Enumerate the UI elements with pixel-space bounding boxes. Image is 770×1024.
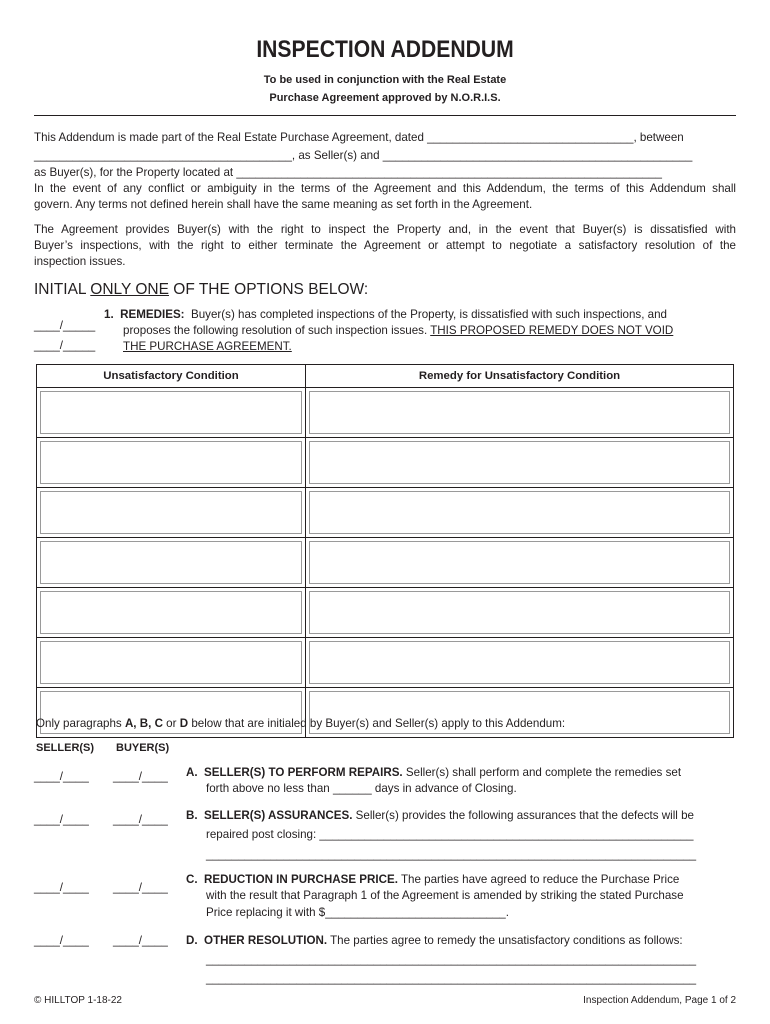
section-c-line-1 [186, 872, 736, 888]
section-d-label: OTHER RESOLUTION. [204, 934, 328, 947]
note-post: below that are initialed by Buyer(s) and Seller(s) apply to this Addendum: [188, 717, 566, 730]
intro-line-5: govern. Any terms not defined herein shall have the same meaning as set forth in the Agreement. [34, 198, 533, 211]
section-d-line-2: ____________________________________________________________________________ [206, 953, 697, 966]
table-row [37, 588, 734, 638]
table-header-row [37, 365, 734, 388]
note-pre: Only paragraphs [36, 717, 125, 730]
section-a-text-1: Seller(s) shall perform and complete the remedies set [402, 766, 682, 779]
remedies-line-1 [104, 307, 736, 323]
table-row [37, 388, 734, 438]
options-heading-pre: INITIAL [34, 281, 91, 298]
intro-line-3: as Buyer(s), for the Property located at __________________________________________________________________ [34, 166, 662, 179]
remedy-cell-input-box[interactable] [309, 641, 730, 684]
condition-cell-input-box[interactable] [40, 541, 302, 584]
section-c-buyer-initials[interactable]: ____/____ [113, 881, 168, 894]
section-d-seller-initials[interactable]: ____/____ [34, 934, 89, 947]
remedy-cell-input-box[interactable] [309, 441, 730, 484]
options-heading-emphasis: ONLY ONE [90, 281, 169, 298]
subtitle-line-2: Purchase Agreement approved by N.O.R.I.S. [269, 92, 501, 104]
section-b-line-1 [186, 808, 736, 824]
intro-line-4: In the event of any conflict or ambiguity in the terms of the Agreement and this Addendum, the terms of this Addendum shall [34, 182, 736, 195]
table-row [37, 538, 734, 588]
remedy-cell[interactable] [306, 388, 734, 438]
note-or: or [162, 717, 180, 730]
conditions-table [36, 364, 734, 738]
note-d: D [179, 717, 189, 730]
condition-cell[interactable] [37, 488, 306, 538]
remedies-initial-2[interactable]: ____/_____ [34, 339, 96, 352]
remedy-cell-input-box[interactable] [309, 591, 730, 634]
header-unsatisfactory-condition: Unsatisfactory Condition [37, 365, 306, 388]
condition-cell-input-box[interactable] [40, 391, 302, 434]
section-d-buyer-initials[interactable]: ____/____ [113, 934, 168, 947]
table-row [37, 638, 734, 688]
remedy-cell-input-box[interactable] [309, 541, 730, 584]
section-b-letter: B. [186, 809, 198, 822]
remedies-line-2 [123, 323, 736, 339]
remedies-warning-1: THIS PROPOSED REMEDY DOES NOT VOID [430, 324, 674, 337]
remedy-cell[interactable] [306, 438, 734, 488]
condition-cell[interactable] [37, 538, 306, 588]
intro-line-8: inspection issues. [34, 255, 126, 268]
remedies-text-1: Buyer(s) has completed inspections of the Property, is dissatisfied with such inspections, and [191, 308, 668, 321]
section-b-seller-initials[interactable]: ____/____ [34, 813, 89, 826]
section-c-line-2: with the result that Paragraph 1 of the Agreement is amended by striking the stated Purchase [206, 889, 684, 902]
section-b-line-2: repaired post closing: __________________________________________________________ [206, 828, 694, 841]
remedies-warning-2: THE PURCHASE AGREEMENT. [123, 340, 292, 353]
subtitle-line-1: To be used in conjunction with the Real Estate [263, 74, 507, 86]
condition-cell-input-box[interactable] [40, 441, 302, 484]
table-row [37, 438, 734, 488]
remedies-text-2: proposes the following resolution of such inspection issues. [123, 324, 431, 337]
remedies-label: REMEDIES: [120, 308, 185, 321]
section-a-label: SELLER(S) TO PERFORM REPAIRS. [204, 766, 403, 779]
section-c-text-1: The parties have agreed to reduce the Purchase Price [397, 873, 680, 886]
condition-cell[interactable] [37, 388, 306, 438]
condition-cell-input-box[interactable] [40, 641, 302, 684]
section-a-letter: A. [186, 766, 198, 779]
intro-line-2: ________________________________________, as Seller(s) and ________________________________________________ [34, 149, 693, 162]
buyer-column-label: BUYER(S) [116, 742, 170, 754]
intro-line-1: This Addendum is made part of the Real Estate Purchase Agreement, dated ________________________________, between [34, 131, 684, 144]
section-a-line-2: forth above no less than ______ days in advance of Closing. [206, 782, 517, 795]
note-abc: A, B, C [124, 717, 163, 730]
section-d-line-1 [186, 933, 736, 949]
section-b-buyer-initials[interactable]: ____/____ [113, 813, 168, 826]
remedy-cell-input-box[interactable] [309, 491, 730, 534]
header-remedy: Remedy for Unsatisfactory Condition [306, 365, 734, 388]
remedies-number: 1. [104, 308, 114, 321]
section-d-line-3: ____________________________________________________________________________ [206, 972, 697, 985]
section-b-text-1: Seller(s) provides the following assurances that the defects will be [352, 809, 694, 822]
remedy-cell[interactable] [306, 638, 734, 688]
options-heading-post: OF THE OPTIONS BELOW: [168, 281, 369, 298]
intro-line-7: Buyer’s inspections, with the right to either terminate the Agreement or attempt to negotiate a satisfactory resolution of the [34, 239, 736, 252]
condition-cell-input-box[interactable] [40, 591, 302, 634]
section-c-letter: C. [186, 873, 198, 886]
condition-cell[interactable] [37, 438, 306, 488]
remedies-line-3 [123, 339, 292, 355]
section-a-buyer-initials[interactable]: ____/____ [113, 770, 168, 783]
footer-page-number: Inspection Addendum, Page 1 of 2 [583, 995, 736, 1006]
remedy-cell[interactable] [306, 588, 734, 638]
section-c-line-3: Price replacing it with $____________________________. [206, 906, 509, 919]
section-d-letter: D. [186, 934, 198, 947]
section-b-label: SELLER(S) ASSURANCES. [204, 809, 353, 822]
remedies-initial-1[interactable]: ____/_____ [34, 319, 96, 332]
paragraphs-note [36, 716, 565, 732]
intro-line-6: The Agreement provides Buyer(s) with the right to inspect the Property and, in the event that Buyer(s) is dissatisfied with [34, 223, 736, 236]
condition-cell-input-box[interactable] [40, 491, 302, 534]
document-title: INSPECTION ADDENDUM [256, 36, 514, 63]
section-a-seller-initials[interactable]: ____/____ [34, 770, 89, 783]
condition-cell[interactable] [37, 588, 306, 638]
section-c-seller-initials[interactable]: ____/____ [34, 881, 89, 894]
remedy-cell[interactable] [306, 488, 734, 538]
remedy-cell[interactable] [306, 538, 734, 588]
seller-column-label: SELLER(S) [36, 742, 95, 754]
header-divider [34, 115, 736, 116]
options-heading [34, 281, 368, 299]
table-row [37, 488, 734, 538]
remedy-cell-input-box[interactable] [309, 391, 730, 434]
section-d-text-1: The parties agree to remedy the unsatisfactory conditions as follows: [327, 934, 683, 947]
condition-cell[interactable] [37, 638, 306, 688]
section-a-line-1 [186, 765, 736, 781]
section-b-line-3: ____________________________________________________________________________ [206, 848, 697, 861]
footer-copyright: © HILLTOP 1-18-22 [34, 995, 122, 1006]
section-c-label: REDUCTION IN PURCHASE PRICE. [204, 873, 398, 886]
